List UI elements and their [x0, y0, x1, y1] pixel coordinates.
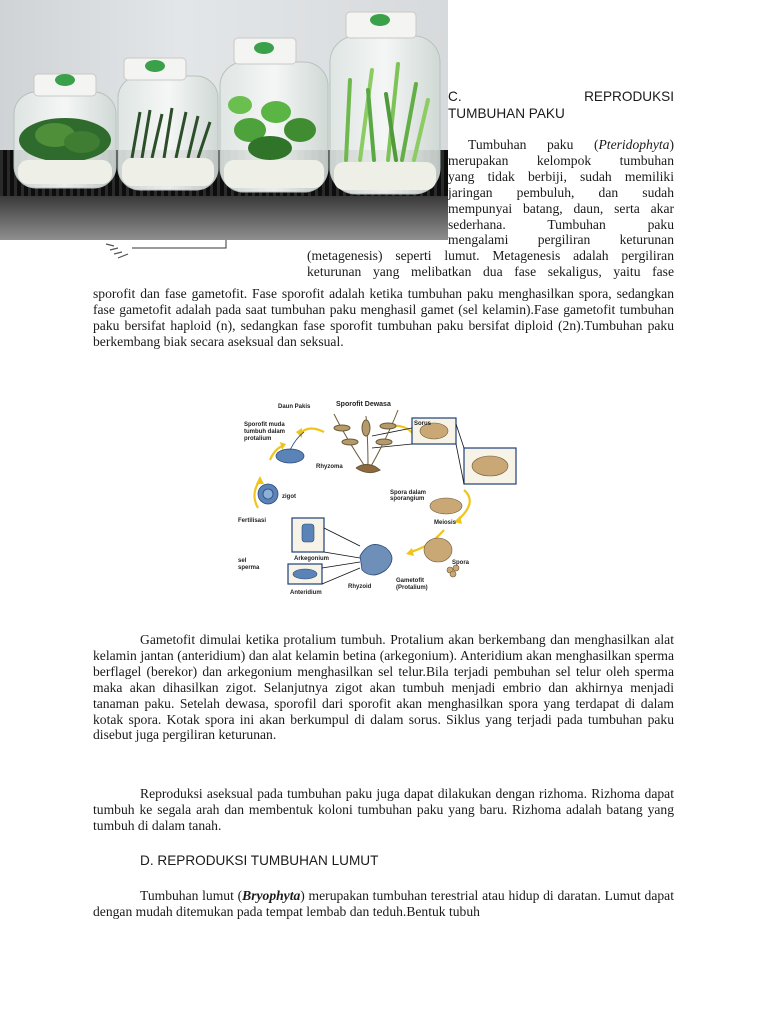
paragraph-3: Reproduksi aseksual pada tumbuhan paku juga dapat dilakukan dengan rizhoma. Rizhoma dapat tumbuh ke segala arah dan membentuk koloni tumbuhan paku yang baru. Rizhoma adalah batang yang tumbuh di dalam tanah.: [93, 786, 674, 833]
jars-illustration: [0, 0, 448, 240]
paragraph-1-column: [448, 137, 674, 248]
spore-cluster-drawing: [424, 538, 452, 562]
para1-line9: keturunan yang melibatkan dua fase sekaligus, yaitu fase: [307, 263, 674, 279]
jar-4: [330, 12, 440, 194]
fern-life-cycle-diagram: [238, 398, 520, 602]
label-sporofit-dewasa: Sporofit Dewasa: [336, 401, 391, 408]
label-sporofit-muda: Sporofit muda: [244, 422, 285, 428]
label-rhyzoid: Rhyzoid: [348, 584, 372, 590]
paragraph-1-mid: [307, 248, 674, 280]
label-sporangium: sporangium: [390, 496, 425, 502]
section-c-title-word1: REPRODUKSI: [584, 89, 674, 104]
label-daun-pakis: Daun Pakis: [278, 404, 311, 410]
plant-culture-photo: [0, 0, 448, 240]
label-tumbuh-dalam: tumbuh dalam: [244, 429, 286, 435]
para1-line2: merupakan kelompok tumbuhan: [448, 152, 674, 168]
para1-line3: yang tidak berbiji, sudah memiliki: [448, 168, 674, 184]
fern-sketch-fragment: [104, 238, 230, 262]
label-arkegonium: Arkegonium: [294, 556, 330, 562]
paragraph-2: Gametofit dimulai ketika protalium tumbuh. Protalium akan berkembang dan menghasilkan alat kelamin jantan (anteridium) dan alat kelamin betina (arkegonium). Anteridium akan menghasilkan sperma berflagel (berekor) dan arkegonium menghasilkan sel telur.Bila terjadi pembuhan sel telur oleh sperma maka akan dihasilkan zigot. Selanjutnya zigot akan tumbuh menjadi embrio dan akhirnya menjadi tanaman paku. Setelah dewasa, sporofil dari sporofit akan menghasilkan spora yang terdapat di dalam kotak spora. Kotak spora ini akan berkumpul di dalam sorus. Siklus yang terjadi pada tumbuhan paku disebut juga pergiliran keturunan.: [93, 632, 674, 743]
para1-line7: mengalami pergiliran keturunan: [448, 232, 674, 248]
jar-3: [220, 38, 328, 192]
label-rhyzoma: Rhyzoma: [316, 464, 343, 470]
zygote-drawing: [258, 484, 278, 504]
para1-line1: Tumbuhan paku (Pteridophyta): [468, 137, 674, 152]
label-protalium-2: (Protalium): [396, 585, 428, 591]
label-anteridium: Anteridium: [290, 590, 322, 596]
label-zigot: zigot: [282, 494, 296, 500]
para1-line4: jaringan pembuluh, dan sudah: [448, 184, 674, 200]
label-gametofit: Gametofit: [396, 578, 425, 584]
spora-sporangium-drawing: [430, 498, 462, 514]
para1-line6: sederhana. Tumbuhan paku: [448, 216, 674, 232]
pteridophyta-term: Pteridophyta: [598, 137, 670, 152]
jar-2: [118, 58, 218, 190]
label-meiosis: Meiosis: [434, 520, 457, 526]
label-fertilisasi: Fertilisasi: [238, 518, 267, 524]
paragraph-1-rest: sporofit dan fase gametofit. Fase sporofit adalah ketika tumbuhan paku menghasilkan spora, sedangkan fase gametofit adalah pada saat tumbuhan paku menghasil gamet (sel kelamin).Fase gametofit tumbuhan paku bersifat haploid (n), sedangkan fase sporofit tumbuhan paku bersifat diploid (2n).Tumbuhan paku berkembang biak secara aseksual dan seksual.: [93, 286, 674, 349]
label-spora-dalam: Spora dalam: [390, 490, 427, 496]
gametophyte-drawing: [360, 544, 392, 575]
mature-fern-drawing: [334, 410, 398, 473]
label-protalium: protalium: [244, 436, 272, 442]
section-c-number: C.: [448, 89, 462, 104]
label-sperma: sperma: [238, 565, 260, 571]
label-sorus: Sorus: [414, 421, 432, 427]
para1-line8: (metagenesis) seperti lumut. Metagenesis adalah pergiliran: [307, 248, 674, 263]
label-sel: sel: [238, 558, 247, 564]
bryophyta-term: Bryophyta: [242, 888, 301, 903]
cycle-arrow-1: [300, 428, 324, 434]
section-d-heading: D. REPRODUKSI TUMBUHAN LUMUT: [140, 853, 379, 868]
para1-line5: mempunyai batang, daun, serta akar: [448, 200, 674, 216]
section-c-title-word2: TUMBUHAN PAKU: [448, 106, 565, 121]
paragraph-4: Tumbuhan lumut (Bryophyta) merupakan tumbuhan terestrial atau hidup di daratan. Lumut dapat dengan mudah ditemukan pada tempat lembab dan teduh.Bentuk tubuh: [93, 888, 674, 919]
section-c-heading: [448, 89, 674, 121]
label-spora: Spora: [452, 560, 470, 566]
jar-1: [14, 74, 116, 188]
sporangium-drawing: [472, 456, 508, 476]
